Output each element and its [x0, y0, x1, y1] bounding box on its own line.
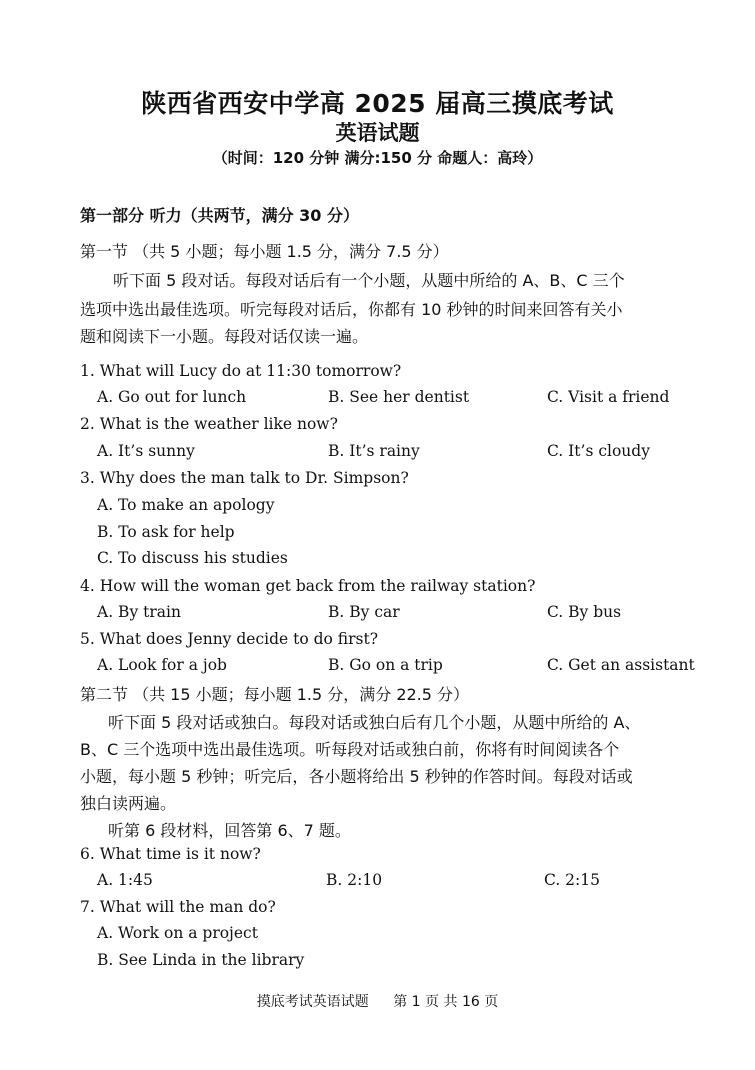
- section1-instructions-line: 选项中选出最佳选项。听完每段对话后，你都有 10 秒钟的时间来回答有关小: [80, 300, 623, 319]
- option-b: B. To ask for help: [97, 523, 235, 541]
- option-c: C. It’s cloudy: [547, 442, 650, 460]
- section2-instructions-line: 听下面 5 段对话或独白。每段对话或独白后有几个小题，从题中所给的 A、: [108, 713, 641, 732]
- option-a: A. 1:45: [97, 871, 153, 889]
- footer-exam-name: 摸底考试英语试题: [256, 994, 369, 1010]
- section2-instructions-line: 独白读两遍。: [80, 794, 177, 813]
- section1-heading: 第一节 （共 5 小题；每小题 1.5 分，满分 7.5 分）: [80, 242, 449, 261]
- section1-instructions-line: 听下面 5 段对话。每段对话后有一个小题，从题中所给的 A、B、C 三个: [113, 271, 625, 290]
- option-a: A. It’s sunny: [97, 442, 195, 460]
- option-b: B. 2:10: [326, 871, 383, 889]
- page-footer: [0, 991, 755, 1011]
- question-stem: 1. What will Lucy do at 11:30 tomorrow?: [80, 362, 402, 380]
- exam-title: 陕西省西安中学高 2025 届高三摸底考试: [141, 89, 614, 118]
- option-a: A. Work on a project: [97, 924, 258, 942]
- section2-instructions-line: B、C 三个选项中选出最佳选项。听每段对话或独白前，你将有时间阅读各个: [80, 740, 620, 759]
- section1-instructions-line: 题和阅读下一小题。每段对话仅读一遍。: [80, 327, 369, 346]
- question-stem: 7. What will the man do?: [80, 898, 276, 916]
- section2-instructions-line: 小题，每小题 5 秒钟；听完后，各小题将给出 5 秒钟的作答时间。每段对话或: [80, 767, 633, 786]
- option-a: A. By train: [97, 603, 181, 621]
- option-c: C. Get an assistant: [547, 656, 695, 674]
- option-c: C. By bus: [547, 603, 622, 621]
- option-c: C. Visit a friend: [547, 388, 670, 406]
- option-b: B. See Linda in the library: [97, 951, 305, 969]
- question-stem: 6. What time is it now?: [80, 845, 261, 863]
- question-stem: 3. Why does the man talk to Dr. Simpson?: [80, 469, 409, 487]
- question-stem: 5. What does Jenny decide to do first?: [80, 630, 379, 648]
- exam-info: （时间：120 分钟 满分:150 分 命题人：高玲）: [212, 149, 543, 167]
- part1-heading: 第一部分 听力（共两节，满分 30 分）: [80, 206, 359, 225]
- option-b: B. Go on a trip: [328, 656, 443, 674]
- option-b: B. It’s rainy: [328, 442, 420, 460]
- option-c: C. 2:15: [544, 871, 600, 889]
- question-stem: 4. How will the woman get back from the railway station?: [80, 577, 536, 595]
- option-c: C. To discuss his studies: [97, 549, 288, 567]
- option-b: B. See her dentist: [328, 388, 470, 406]
- option-a: A. Go out for lunch: [97, 388, 247, 406]
- option-a: A. Look for a job: [97, 656, 227, 674]
- footer-page-info: 第 1 页 共 16 页: [393, 994, 499, 1010]
- option-b: B. By car: [328, 603, 400, 621]
- section2-heading: 第二节 （共 15 小题；每小题 1.5 分，满分 22.5 分）: [80, 685, 470, 704]
- material-note: 听第 6 段材料，回答第 6、7 题。: [108, 821, 351, 840]
- exam-subtitle: 英语试题: [335, 121, 420, 145]
- question-stem: 2. What is the weather like now?: [80, 415, 338, 433]
- option-a: A. To make an apology: [97, 496, 275, 514]
